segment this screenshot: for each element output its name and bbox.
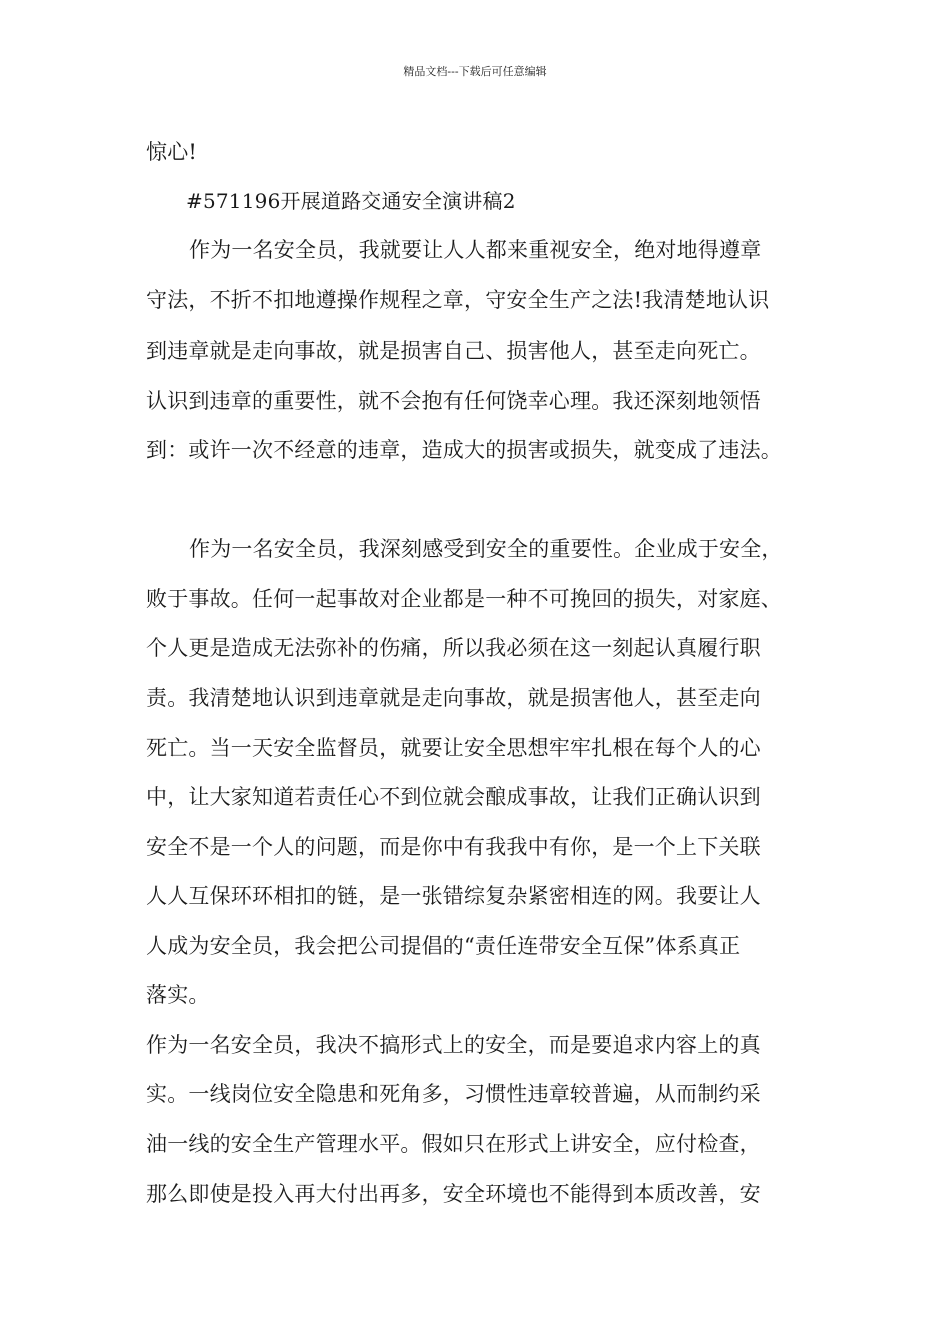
text-line: 个人更是造成无法弥补的伤痛，所以我必须在这一刻起认真履行职: [146, 636, 761, 660]
text-line: 人成为安全员，我会把公司提倡的“责任连带安全互保”体系真正: [146, 934, 741, 958]
text-line: 惊心!: [146, 140, 198, 164]
page-header: 精品文档---下载后可任意编辑: [403, 65, 547, 78]
heading-line: #571196开展道路交通安全演讲稿2: [186, 189, 516, 213]
text-line: 败于事故。任何一起事故对企业都是一种不可挽回的损失，对家庭、: [146, 587, 782, 611]
text-line: 中，让大家知道若责任心不到位就会酿成事故，让我们正确认识到: [146, 785, 761, 809]
text-line: 死亡。当一天安全监督员，就要让安全思想牢牢扎根在每个人的心: [146, 736, 761, 760]
text-line: 责。我清楚地认识到违章就是走向事故，就是损害他人，甚至走向: [146, 686, 761, 710]
text-line: 油一线的安全生产管理水平。假如只在形式上讲安全，应付检查，: [146, 1132, 761, 1156]
text-line: 作为一名安全员，我决不搞形式上的安全，而是要追求内容上的真: [146, 1033, 761, 1057]
text-line: 落实。: [146, 983, 210, 1007]
text-line: 到违章就是走向事故，就是损害自己、损害他人，甚至走向死亡。: [146, 339, 761, 363]
text-line: 到：或许一次不经意的违章，造成大的损害或损失，就变成了违法。: [146, 438, 782, 462]
text-line: 守法，不折不扣地遵操作规程之章，守安全生产之法!我清楚地认识: [146, 288, 770, 312]
text-line: 人人互保环环相扣的链，是一张错综复杂紧密相连的网。我要让人: [146, 884, 761, 908]
text-line: 作为一名安全员，我深刻感受到安全的重要性。企业成于安全，: [189, 537, 783, 561]
text-line: 实。一线岗位安全隐患和死角多，习惯性违章较普遍，从而制约采: [146, 1082, 761, 1106]
text-line: 认识到违章的重要性，就不会抱有任何饶幸心理。我还深刻地领悟: [146, 389, 761, 413]
text-line: 那么即使是投入再大付出再多，安全环境也不能得到本质改善，安: [146, 1182, 761, 1206]
text-line: 作为一名安全员，我就要让人人都来重视安全，绝对地得遵章: [189, 238, 762, 262]
text-line: 安全不是一个人的问题，而是你中有我我中有你，是一个上下关联: [146, 835, 761, 859]
